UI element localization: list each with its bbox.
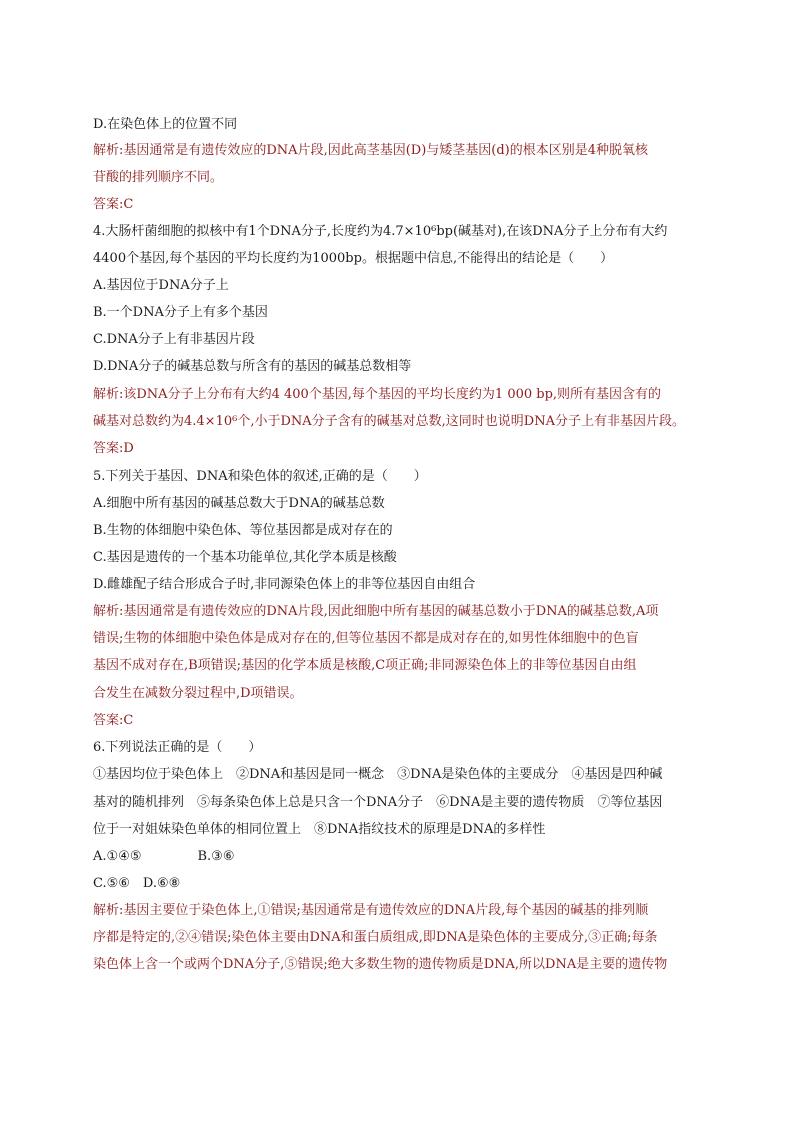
explanation-q5-line2: 错误;生物的体细胞中染色体是成对存在的,但等位基因不都是成对存在的,如男性体细胞中的色盲 [93,631,639,646]
option-c-q4: C.DNA分子上有非基因片段 [93,332,255,347]
explanation-q6-line3: 染色体上含一个或两个DNA分子,⑤错误;绝大多数生物的遗传物质是DNA,所以DNA是主要的遗传物 [93,957,668,972]
question-6: 6.下列说法正确的是（ ） [93,740,262,755]
explanation-q4-line2: 碱基对总数约为4.4×10⁶个,小于DNA分子含有的碱基对总数,这同时也说明DNA分子上有非基因片段。 [93,414,685,429]
explanation-q3-line2: 苷酸的排列顺序不同。 [93,170,224,185]
option-b-q6: B.③⑥ [197,849,235,864]
explanation-q6-line1: 解析:基因主要位于染色体上,①错误;基因通常是有遗传效应的DNA片段,每个基因的碱基的排列顺 [93,903,649,918]
option-d-q4: D.DNA分子的碱基总数与所含有的基因的碱基总数相等 [93,359,412,374]
option-a-q4: A.基因位于DNA分子上 [93,278,229,293]
explanation-q5-line3: 基因不成对存在,B项错误;基因的化学本质是核酸,C项正确;非同源染色体上的非等位基因自由组 [93,658,637,673]
option-c-q5: C.基因是遗传的一个基本功能单位,其化学本质是核酸 [93,550,397,565]
option-a-q6: A.①④⑤ [93,849,142,864]
explanation-q6-line2: 序都是特定的,②④错误;染色体主要由DNA和蛋白质组成,即DNA是染色体的主要成分,③正确;每条 [93,930,658,945]
answer-q5: 答案:C [93,713,134,728]
question-5: 5.下列关于基因、DNA和染色体的叙述,正确的是（ ） [93,469,427,484]
explanation-q4-line1: 解析:该DNA分子上分布有大约4 400个基因,每个基因的平均长度约为1 000 bp,则所有基因含有的 [93,387,662,402]
options-cd-q6: C.⑤⑥ D.⑥⑧ [93,876,181,891]
explanation-q5-line1: 解析:基因通常是有遗传效应的DNA片段,因此细胞中所有基因的碱基总数小于DNA的碱基总数,A项 [93,604,659,619]
explanation-q5-line4: 合发生在减数分裂过程中,D项错误。 [93,686,303,701]
explanation-q3-line1: 解析:基因通常是有遗传效应的DNA片段,因此高茎基因(D)与矮茎基因(d)的根本区别是4种脱氧核 [93,143,649,158]
option-d-q3: D.在染色体上的位置不同 [93,117,238,132]
statements-q6-line2: 基对的随机排列 ⑤每条染色体上总是只含一个DNA分子 ⑥DNA是主要的遗传物质 ⑦等位基因 [93,795,663,810]
statements-q6-line3: 位于一对姐妹染色单体的相同位置上 ⑧DNA指纹技术的原理是DNA的多样性 [93,822,546,837]
options-ab-q6 [93,849,234,865]
option-d-q5: D.雌雄配子结合形成合子时,非同源染色体上的非等位基因自由组合 [93,577,476,592]
answer-q4: 答案:D [93,441,134,456]
question-4-line2: 4400个基因,每个基因的平均长度约为1000bp。根据题中信息,不能得出的结论是（ ） [93,251,614,266]
statements-q6-line1: ①基因均位于染色体上 ②DNA和基因是同一概念 ③DNA是染色体的主要成分 ④基因是四种碱 [93,767,663,782]
option-a-q5: A.细胞中所有基因的碱基总数大于DNA的碱基总数 [93,496,385,511]
answer-q3: 答案:C [93,197,134,212]
question-4-line1: 4.大肠杆菌细胞的拟核中有1个DNA分子,长度约为4.7×10⁶bp(碱基对),在该DNA分子上分布有大约 [93,224,668,239]
option-b-q4: B.一个DNA分子上有多个基因 [93,305,268,320]
option-b-q5: B.生物的体细胞中染色体、等位基因都是成对存在的 [93,523,393,538]
